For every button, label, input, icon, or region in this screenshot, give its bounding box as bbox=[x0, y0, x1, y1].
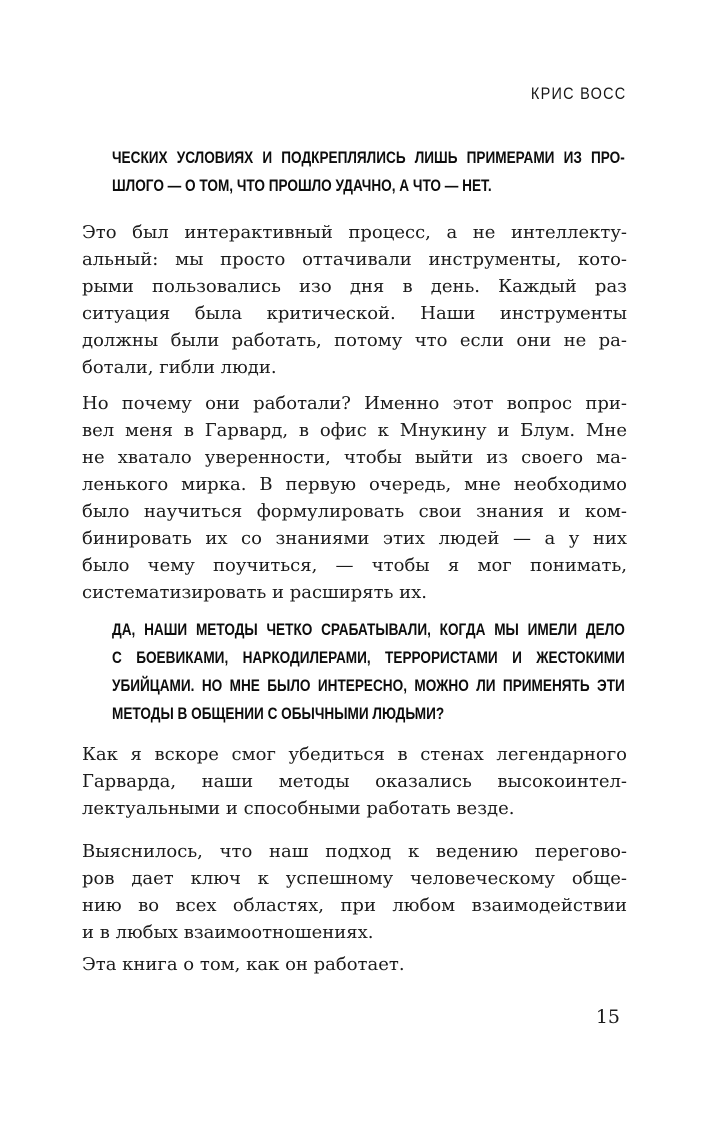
text-line: Это был интерактивный процесс, а не интеллекту- bbox=[82, 222, 627, 243]
condensed-text bbox=[112, 144, 625, 200]
text-line: и в любых взаимоотношениях. bbox=[82, 922, 374, 943]
text-line: бинировать их со знаниями этих людей — а у них bbox=[82, 528, 627, 549]
text-line: рыми пользовались изо дня в день. Каждый раз bbox=[82, 276, 627, 297]
condensed-text bbox=[112, 616, 625, 728]
text-line: альный: мы просто оттачивали инструменты, кото- bbox=[82, 249, 627, 270]
text-line: С БОЕВИКАМИ, НАРКОДИЛЕРАМИ, ТЕРРОРИСТАМИ И ЖЕСТОКИМИ bbox=[112, 648, 625, 667]
page-number: 15 bbox=[595, 1006, 620, 1028]
text-line: ДА, НАШИ МЕТОДЫ ЧЕТКО СРАБАТЫВАЛИ, КОГДА МЫ ИМЕЛИ ДЕЛО bbox=[112, 620, 625, 639]
text-line: ШЛОГО — О ТОМ, ЧТО ПРОШЛО УДАЧНО, А ЧТО — НЕТ. bbox=[112, 176, 492, 195]
text-line: должны были работать, потому что если они не ра- bbox=[82, 330, 627, 351]
text-line: систематизировать и расширять их. bbox=[82, 582, 427, 603]
running-header bbox=[82, 84, 627, 104]
text-line: было чему поучиться, — чтобы я мог понимать, bbox=[82, 555, 627, 576]
text-column bbox=[82, 84, 627, 978]
text-line: нию во всех областях, при любом взаимодействии bbox=[82, 895, 627, 916]
text-line: Эта книга о том, как он работает. bbox=[82, 954, 405, 975]
text-line: не хватало уверенности, чтобы выйти из своего ма- bbox=[82, 447, 627, 468]
text-line: ров дает ключ к успешному человеческому обще- bbox=[82, 868, 627, 889]
text-line: Выяснилось, что наш подход к ведению перегово- bbox=[82, 841, 627, 862]
running-header-author: КРИС ВОСС bbox=[531, 84, 627, 103]
emphasis-paragraph bbox=[112, 616, 627, 728]
text-line: лектуальными и способными работать везде. bbox=[82, 798, 515, 819]
text-line: Гарварда, наши методы оказались высокоинтел- bbox=[82, 771, 627, 792]
text-line: УБИЙЦАМИ. НО МНЕ БЫЛО ИНТЕРЕСНО, МОЖНО ЛИ ПРИМЕНЯТЬ ЭТИ bbox=[112, 676, 625, 695]
text-line: ботали, гибли люди. bbox=[82, 357, 277, 378]
emphasis-paragraph bbox=[112, 144, 627, 200]
text-line: ленького мирка. В первую очередь, мне необходимо bbox=[82, 474, 627, 495]
text-line: ЧЕСКИХ УСЛОВИЯХ И ПОДКРЕПЛЯЛИСЬ ЛИШЬ ПРИМЕРАМИ ИЗ ПРО- bbox=[112, 148, 625, 167]
body-paragraph bbox=[82, 741, 627, 822]
text-line: ситуация была критической. Наши инструменты bbox=[82, 303, 627, 324]
text-line: было научиться формулировать свои знания и ком- bbox=[82, 501, 627, 522]
text-blocks bbox=[82, 144, 627, 978]
text-line: Но почему они работали? Именно этот вопрос при- bbox=[82, 393, 627, 414]
text-line: вел меня в Гарвард, в офис к Мнукину и Блум. Мне bbox=[82, 420, 627, 441]
body-paragraph bbox=[82, 838, 627, 946]
body-paragraph bbox=[82, 390, 627, 606]
text-line: МЕТОДЫ В ОБЩЕНИИ С ОБЫЧНЫМИ ЛЮДЬМИ? bbox=[112, 704, 445, 723]
body-paragraph bbox=[82, 951, 627, 978]
body-paragraph bbox=[82, 219, 627, 381]
text-line: Как я вскоре смог убедиться в стенах легендарного bbox=[82, 744, 627, 765]
